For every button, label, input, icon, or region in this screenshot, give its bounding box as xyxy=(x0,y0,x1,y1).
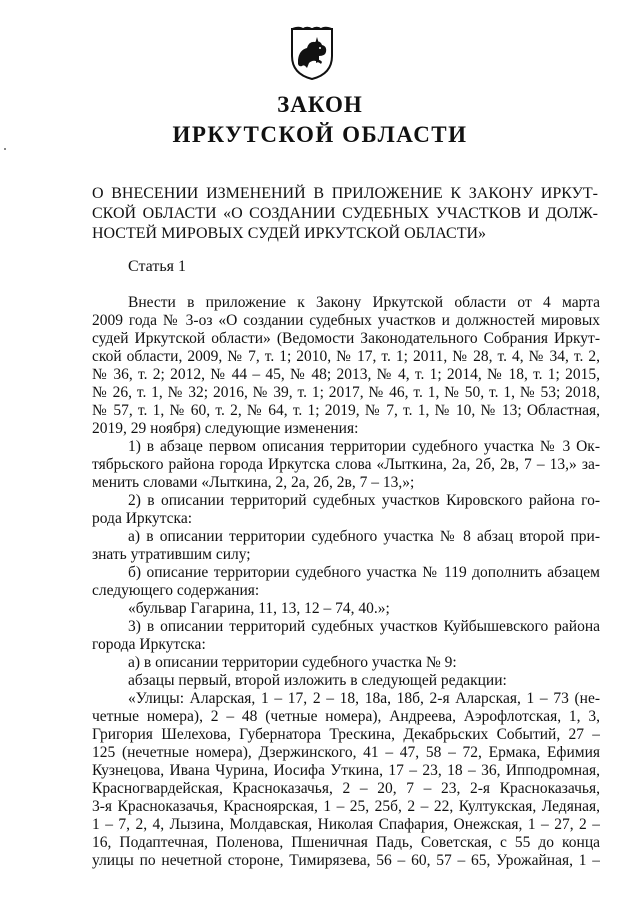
body-line: а) в описании территории судебного участка № 9: xyxy=(128,654,457,671)
body-line: судей Иркутской области» (Ведомости Законодательного Собрания Иркут- xyxy=(92,330,600,347)
body-line: 3) в описании территорий судебных участков Куйбышевского района xyxy=(128,618,600,635)
heading-line: НОСТЕЙ МИРОВЫХ СУДЕЙ ИРКУТСКОЙ ОБЛАСТИ» xyxy=(92,225,487,242)
body-line: 2) в описании территорий судебных участков Кировского района го- xyxy=(128,492,600,509)
body-line: № 26, т. 1, № 32; 2016, № 39, т. 1; 2017, № 46, т. 1, № 50, т. 1, № 53; 2018, xyxy=(92,384,600,401)
body-line: 2009 года № 3-оз «О создании судебных участков и должностей мировых xyxy=(92,312,600,329)
body-line: 125 (нечетные номера), Дзержинского, 41 – 47, 58 – 72, Ермака, Ефимия xyxy=(92,744,600,761)
body-line: Внести в приложение к Закону Иркутской области от 4 марта xyxy=(128,294,600,311)
scan-mark xyxy=(4,148,6,150)
body-line: 3-я Красноказачья, Красноярская, 1 – 25, 25б, 2 – 22, Култукская, Ледяная, xyxy=(92,798,600,815)
body-line: а) в описании территории судебного участка № 8 абзац второй при- xyxy=(128,528,600,545)
law-title-line2: ИРКУТСКОЙ ОБЛАСТИ xyxy=(172,122,468,147)
heading-line: СКОЙ ОБЛАСТИ «О СОЗДАНИИ СУДЕБНЫХ УЧАСТКОВ И ДОЛЖ- xyxy=(92,205,598,222)
body-line: 16, Подаптечная, Поленова, Пшеничная Падь, Советская, с 55 до конца xyxy=(92,834,600,851)
heading-line: О ВНЕСЕНИИ ИЗМЕНЕНИЙ В ПРИЛОЖЕНИЕ К ЗАКОНУ ИРКУТ- xyxy=(92,185,598,202)
law-body xyxy=(92,294,600,870)
body-line: следующего содержания: xyxy=(92,582,260,599)
body-line: № 57, т. 1, № 60, т. 2, № 64, т. 1; 2019, № 7, т. 1, № 10, № 13; Областная, xyxy=(92,402,600,419)
body-line: знать утратившим силу; xyxy=(92,546,251,563)
law-heading xyxy=(92,184,598,244)
body-line: 1 – 7, 2, 4, Лызина, Молдавская, Николая Спафария, Онежская, 1 – 27, 2 – xyxy=(92,816,600,833)
body-line: б) описание территории судебного участка № 119 дополнить абзацем xyxy=(128,564,600,581)
body-line: четные номера), 2 – 48 (четные номера), Андреева, Аэрофлотская, 1, 3, xyxy=(92,708,600,725)
body-line: рода Иркутска: xyxy=(92,510,193,527)
coat-of-arms-icon xyxy=(289,26,335,81)
body-line: абзацы первый, второй изложить в следующей редакции: xyxy=(128,672,507,689)
body-line: тябрьского района города Иркутска слова «Лыткина, 2а, 2б, 2в, 7 – 13,» за- xyxy=(92,456,600,473)
body-line: улицы по нечетной стороне, Тимирязева, 56 – 60, 57 – 65, Урожайная, 1 – xyxy=(92,852,600,869)
body-line: «бульвар Гагарина, 11, 13, 12 – 74, 40.»; xyxy=(128,600,390,617)
body-line: города Иркутска: xyxy=(92,636,206,653)
law-title-line1: ЗАКОН xyxy=(277,92,363,117)
body-line: «Улицы: Аларская, 1 – 17, 2 – 18, 18а, 18б, 2-я Аларская, 1 – 73 (не- xyxy=(128,690,600,707)
body-line: 2019, 29 ноября) следующие изменения: xyxy=(92,420,359,437)
body-line: Кузнецова, Ивана Чурина, Иосифа Уткина, 17 – 23, 18 – 36, Ипподромная, xyxy=(92,762,600,779)
body-line: Григория Шелехова, Губернатора Трескина, Декабрьских Событий, 27 – xyxy=(92,726,600,743)
body-line: менить словами «Лыткина, 2, 2а, 2б, 2в, 7 – 13,»; xyxy=(92,474,415,491)
body-line: № 36, т. 2; 2012, № 44 – 45, № 48; 2013, № 4, т. 1; 2014, № 18, т. 1; 2015, xyxy=(92,366,600,383)
body-line: 1) в абзаце первом описания территории судебного участка № 3 Ок- xyxy=(128,438,600,455)
article-label: Статья 1 xyxy=(128,258,186,275)
body-line: ской области, 2009, № 7, т. 1; 2010, № 17, т. 1; 2011, № 28, т. 4, № 34, т. 2, xyxy=(92,348,600,365)
body-line: Красногвардейская, Красноказачья, 2 – 20, 7 – 23, 2-я Красноказачья, xyxy=(92,780,600,797)
